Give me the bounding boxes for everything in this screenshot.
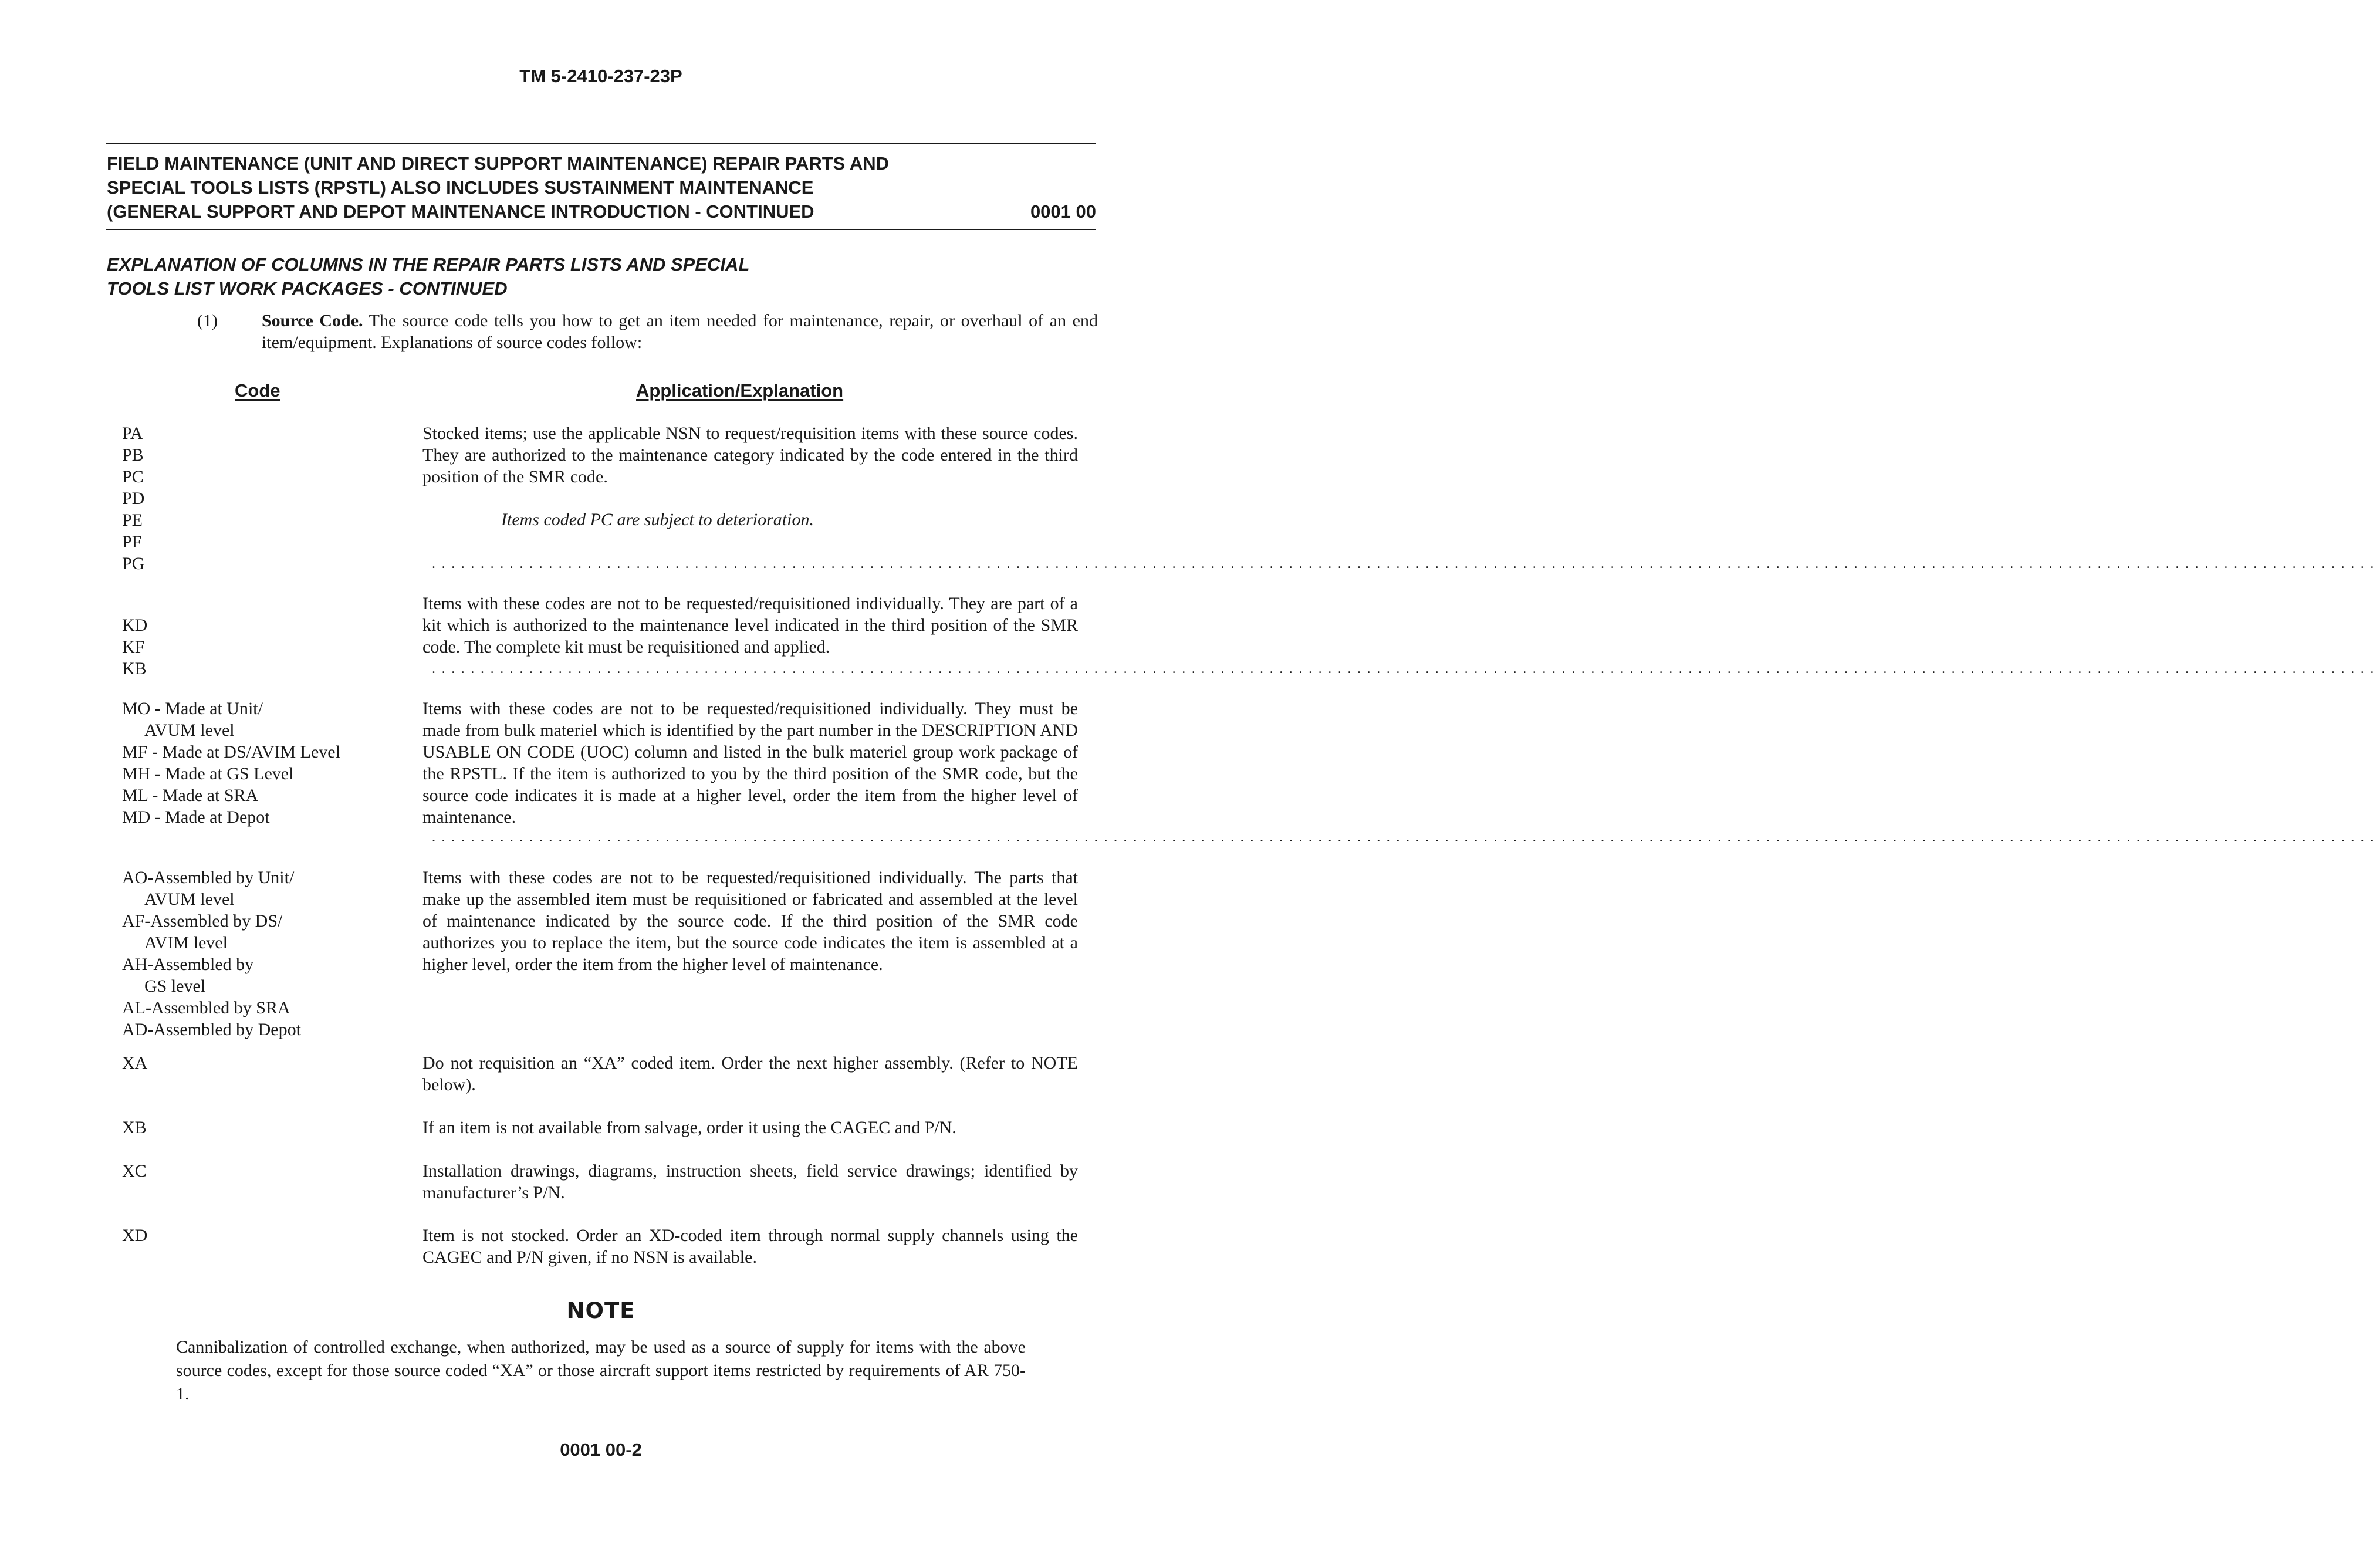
- deterioration-note: Items coded PC are subject to deterioration.: [501, 510, 814, 529]
- source-code: AL-Assembled by SRA: [122, 998, 290, 1017]
- m-code-explanation: [422, 698, 1078, 828]
- a-code-list: [122, 867, 301, 1040]
- page-number: 0001 00-2: [560, 1439, 642, 1460]
- intro-term: Source Code.: [262, 311, 363, 330]
- source-code: PD: [122, 489, 145, 508]
- p-code-list: [122, 422, 144, 574]
- section-title: [107, 252, 749, 300]
- header-line-1: FIELD MAINTENANCE (UNIT AND DIRECT SUPPORT MAINTENANCE) REPAIR PARTS AND: [107, 153, 889, 174]
- header-top-rule: [106, 143, 1096, 144]
- source-code: GS level: [144, 976, 206, 996]
- xb-explanation: If an item is not available from salvage, order it using the CAGEC and P/N.: [422, 1118, 956, 1137]
- source-code: AVIM level: [144, 933, 228, 952]
- work-package-number: 0001 00: [1030, 201, 1096, 222]
- note-title: NOTE: [566, 1298, 635, 1323]
- header-line-3-row: [107, 200, 1096, 224]
- work-package-header: [107, 151, 1096, 224]
- source-code: PA: [122, 424, 143, 443]
- source-code: PB: [122, 445, 144, 465]
- source-code: MD - Made at Depot: [122, 807, 270, 827]
- note-text: Cannibalization of controlled exchange, when authorized, may be used as a source of supply for items with the above source codes, except for those source coded “XA” or those aircraft support items restricted by requirements of AR 750-1.: [176, 1337, 1026, 1404]
- source-code: AVUM level: [144, 721, 235, 740]
- source-code: AVUM level: [144, 890, 235, 909]
- source-code: AH-Assembled by: [122, 955, 254, 974]
- dot-leader: ........................................................................................................................................................................................................: [432, 830, 2380, 845]
- header-line-3: (GENERAL SUPPORT AND DEPOT MAINTENANCE INTRODUCTION - CONTINUED: [107, 201, 814, 222]
- m-code-list: [122, 698, 340, 828]
- section-title-line-1: EXPLANATION OF COLUMNS IN THE REPAIR PARTS LISTS AND SPECIAL: [107, 254, 750, 275]
- a-code-explanation: [422, 867, 1078, 975]
- source-code: PE: [122, 511, 143, 530]
- explanation-text: Items with these codes are not to be requested/requisitioned individually. The parts that make up the assembled item must be requisitioned or fabricated and assembled at the level of maintenance indicated by the source code. If the third position of the SMR code authorizes you to replace the item, but the source code indicates the item is assembled at a higher level, order the item from the higher level of maintenance.: [422, 868, 1078, 974]
- p-code-explanation: [422, 422, 1078, 530]
- source-code: AD-Assembled by Depot: [122, 1020, 301, 1039]
- source-code-intro: [197, 310, 1098, 353]
- dot-leader: ........................................................................................................................................................................................................: [432, 556, 2380, 572]
- xc-explanation: Installation drawings, diagrams, instruction sheets, field service drawings; identified by manufacturer’s P/N.: [422, 1161, 1078, 1202]
- source-code: KB: [122, 659, 147, 678]
- k-code-list: [122, 614, 147, 680]
- intro-paragraph: [262, 310, 1098, 353]
- source-code: KF: [122, 637, 145, 657]
- source-code: MO - Made at Unit/: [122, 699, 263, 718]
- xd-explanation: Item is not stocked. Order an XD-coded item through normal supply channels using the CAGEC and P/N given, if no NSN is available.: [422, 1226, 1078, 1267]
- source-code: AO-Assembled by Unit/: [122, 868, 295, 887]
- explanation-text: Stocked items; use the applicable NSN to request/requisition items with these source codes. They are authorized to the maintenance category indicated by the code entered in the third position of the SMR code.: [422, 424, 1078, 486]
- code-column-header: Code: [235, 380, 280, 401]
- source-code: ML - Made at SRA: [122, 786, 259, 805]
- source-code: PC: [122, 467, 144, 486]
- source-code: AF-Assembled by DS/: [122, 911, 283, 931]
- xa-explanation: Do not requisition an “XA” coded item. Order the next higher assembly. (Refer to NOTE below).: [422, 1053, 1078, 1094]
- source-code-xc: XC: [122, 1161, 147, 1181]
- section-title-line-2: TOOLS LIST WORK PACKAGES - CONTINUED: [107, 278, 508, 299]
- explanation-text: Items with these codes are not to be requested/requisitioned individually. They must be made from bulk materiel which is identified by the part number in the DESCRIPTION AND USABLE ON CODE (UOC) column and listed in the bulk materiel group work package of the RPSTL. If the item is authorized to you by the third position of the SMR code, but the source code indicates it is made at a higher level, order the item from the higher level of maintenance.: [422, 699, 1078, 827]
- tm-number: TM 5-2410-237-23P: [519, 66, 682, 86]
- header-line-2: SPECIAL TOOLS LISTS (RPSTL) ALSO INCLUDES SUSTAINMENT MAINTENANCE: [107, 177, 814, 198]
- k-code-explanation: [422, 593, 1078, 658]
- source-code-xb: XB: [122, 1118, 147, 1137]
- source-code: PG: [122, 554, 145, 573]
- source-code-xa: XA: [122, 1053, 148, 1073]
- explanation-column-header: Application/Explanation: [636, 380, 844, 401]
- intro-text: The source code tells you how to get an item needed for maintenance, repair, or overhaul of an end item/equipment. Explanations of source codes follow:: [262, 311, 1098, 352]
- source-code: MH - Made at GS Level: [122, 764, 294, 783]
- source-code: PF: [122, 532, 142, 552]
- source-code-xd: XD: [122, 1226, 148, 1245]
- explanation-text: Items with these codes are not to be requested/requisitioned individually. They are part of a kit which is authorized to the maintenance level indicated in the third position of the SMR code. The complete kit must be requisitioned and applied.: [422, 594, 1078, 657]
- source-code: MF - Made at DS/AVIM Level: [122, 742, 340, 762]
- header-bottom-rule: [106, 229, 1096, 230]
- paragraph-number: (1): [197, 311, 218, 330]
- source-code: KD: [122, 616, 148, 635]
- dot-leader: ........................................................................................................................................................................................................: [432, 661, 2380, 677]
